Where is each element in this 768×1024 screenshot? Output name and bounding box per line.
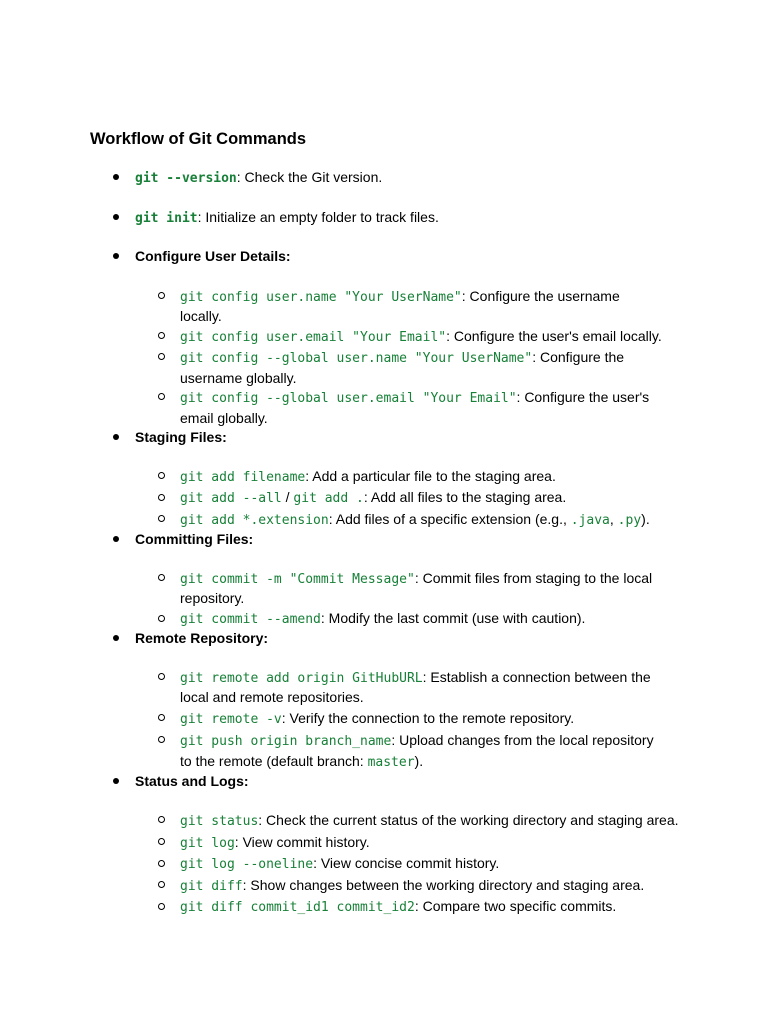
command-description: : Establish a connection between the [422,669,651,685]
separator: / [281,489,294,505]
closing-text: ). [414,753,424,769]
command-description: : Check the Git version. [236,169,383,185]
list-item-add-extension [180,509,650,531]
command-description: : Add a particular file to the staging area. [305,468,556,484]
command-code: git log [180,836,235,851]
command-description: : Compare two specific commits. [414,898,617,914]
command-code: git config --global user.email "Your Email" [180,391,517,406]
command-code: git config --global user.name "Your UserName" [180,351,533,366]
command-description: : Show changes between the working directory and staging area. [242,877,645,893]
command-code: git remote add origin GitHubURL [180,671,423,686]
section-heading-staging: Staging Files: [135,429,227,445]
hollow-bullet-icon [158,515,165,522]
hollow-bullet-icon [158,615,165,622]
continuation-text: to the remote (default branch: [180,753,368,769]
command-description: : Add all files to the staging area. [363,489,567,505]
list-item-continuation: username globally. [180,370,297,386]
bullet-icon [113,536,119,542]
document-title: Workflow of Git Commands [90,130,307,148]
command-code: git diff [180,879,243,894]
bullet-icon [113,778,119,784]
command-description: : View commit history. [234,834,370,850]
list-item-continuation: local and remote repositories. [180,689,364,705]
list-item-continuation [180,751,423,773]
command-description: : View concise commit history. [313,855,500,871]
extension-py: .py [617,513,642,528]
list-item-log-oneline [180,853,499,875]
command-code: git add filename [180,470,306,485]
section-heading-status: Status and Logs: [135,773,249,789]
list-item-init [135,207,439,229]
command-code: git init [135,211,198,226]
list-item-continuation: email globally. [180,410,268,426]
hollow-bullet-icon [158,736,165,743]
list-item-add-file [180,466,556,488]
bullet-icon [113,174,119,180]
list-item-commit-message [180,568,652,590]
command-code: git commit -m "Commit Message" [180,572,415,587]
list-item-diff [180,875,644,897]
command-description: : Configure the username [461,288,620,304]
list-item-version [135,167,382,189]
hollow-bullet-icon [158,714,165,721]
command-description: : Verify the connection to the remote repository. [281,710,575,726]
list-item-remote-verify [180,708,574,730]
command-description: : Check the current status of the working directory and staging area. [258,812,679,828]
list-item-continuation: repository. [180,590,245,606]
command-code: git remote -v [180,712,282,727]
hollow-bullet-icon [158,393,165,400]
list-item-remote-add [180,667,651,689]
command-description: : Modify the last commit (use with caution). [320,610,586,626]
command-code: git --version [135,171,237,186]
section-heading-configure: Configure User Details: [135,248,291,264]
command-code: git config user.email "Your Email" [180,330,447,345]
command-code-alt: git add . [293,491,364,506]
command-code: git add --all [180,491,282,506]
list-item-config-name-global [180,347,624,369]
bullet-icon [113,434,119,440]
list-item-diff-commits [180,896,616,918]
command-description: : Commit files from staging to the local [414,570,653,586]
hollow-bullet-icon [158,860,165,867]
command-description: : Upload changes from the local repository [391,732,654,748]
list-item-config-email-local [180,326,662,348]
list-item-config-email-global [180,387,649,409]
closing-text: ). [641,511,650,527]
command-code: git config user.name "Your UserName" [180,290,462,305]
hollow-bullet-icon [158,838,165,845]
bullet-icon [113,253,119,259]
command-code: git add *.extension [180,513,329,528]
list-item-log [180,832,370,854]
command-code: git push origin branch_name [180,734,392,749]
list-item-commit-amend [180,608,585,630]
list-item-continuation: locally. [180,308,222,324]
list-item-push [180,730,654,752]
section-heading-remote: Remote Repository: [135,630,269,646]
command-description: : Configure the user's email locally. [446,328,662,344]
command-code: git status [180,814,259,829]
command-code: git diff commit_id1 commit_id2 [180,900,415,915]
list-item-status [180,810,679,832]
bullet-icon [113,214,119,220]
hollow-bullet-icon [158,881,165,888]
command-description: : Add files of a specific extension (e.g., [328,511,571,527]
section-heading-committing: Committing Files: [135,531,254,547]
list-item-config-name-local [180,286,620,308]
hollow-bullet-icon [158,472,165,479]
bullet-icon [113,635,119,641]
hollow-bullet-icon [158,292,165,299]
command-code: git commit --amend [180,612,321,627]
hollow-bullet-icon [158,816,165,823]
list-item-add-all [180,487,566,509]
separator: , [609,511,618,527]
command-code: git log --oneline [180,857,314,872]
command-description: : Initialize an empty folder to track files. [197,209,439,225]
hollow-bullet-icon [158,903,165,910]
hollow-bullet-icon [158,353,165,360]
hollow-bullet-icon [158,673,165,680]
hollow-bullet-icon [158,332,165,339]
hollow-bullet-icon [158,574,165,581]
extension-java: .java [570,513,610,528]
command-description: : Configure the [532,349,625,365]
command-description: : Configure the user's [516,389,650,405]
branch-name-code: master [367,755,415,770]
hollow-bullet-icon [158,494,165,501]
